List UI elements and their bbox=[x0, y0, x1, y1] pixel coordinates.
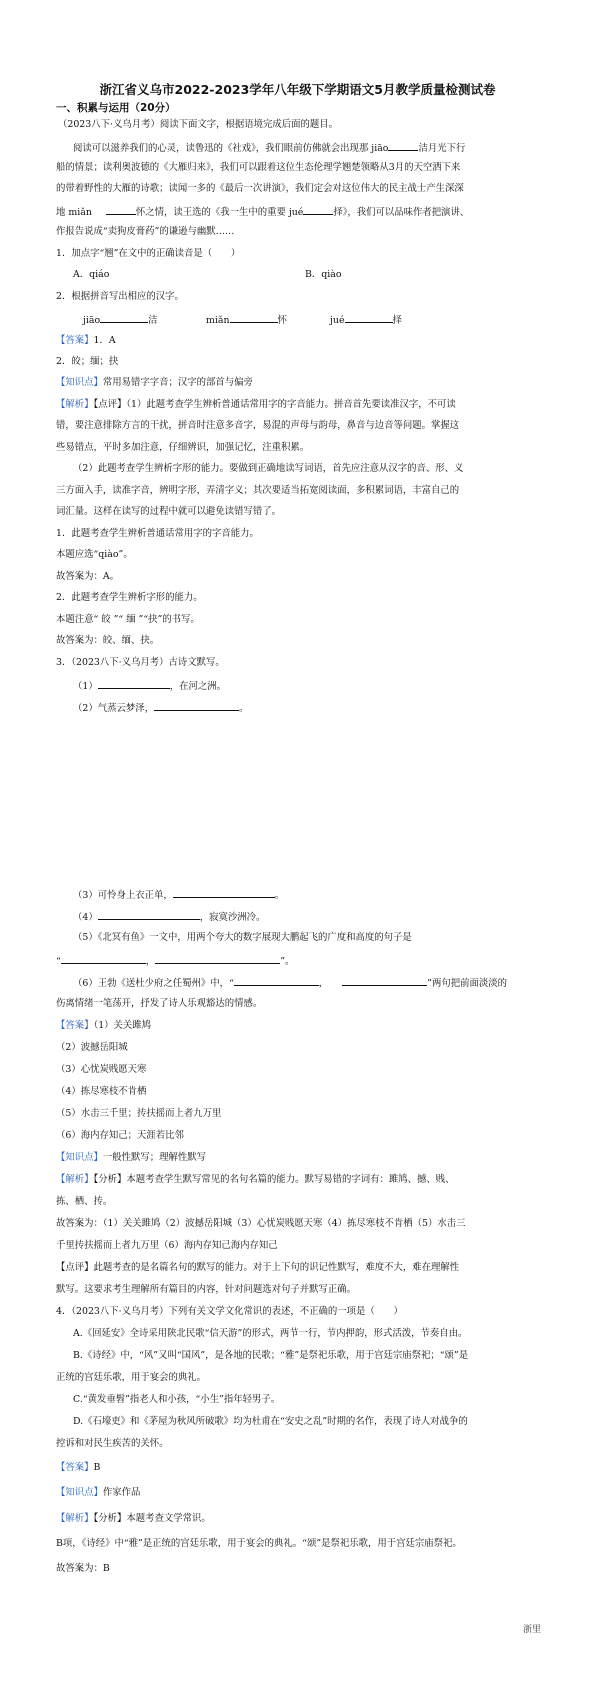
blank bbox=[345, 313, 393, 323]
question-stem: 2．根据拼音写出相应的汉字。 bbox=[56, 291, 184, 302]
analysis-line: 些易错点，平时多加注意，仔细辨识，加强记忆，注重积累。 bbox=[56, 442, 310, 453]
answer-line: 2．皎；缅；抉 bbox=[56, 356, 119, 367]
poem-item: （3）可怜身上衣正单， 。 bbox=[73, 890, 285, 901]
analysis-line: 词汇量。这样在读写的过程中就可以避免读错写错了。 bbox=[56, 506, 282, 517]
option-a: A.《回延安》全诗采用陕北民歌“信天游”的形式，两节一行，节内押韵，形式活泼，节奏自由。 bbox=[73, 1328, 468, 1339]
question-stem: 3．（2023八下·义乌月考）古诗文默写。 bbox=[56, 657, 225, 668]
answer-line: 【答案】B bbox=[56, 1462, 101, 1473]
analysis-line: 错，要注意排除方言的干扰，拼音时注意多音字，易混的声母与韵母，鼻音与边音等问题。掌握这 bbox=[56, 420, 460, 431]
option-d: D.《石壕吏》和《茅屋为秋风所破歌》均为杜甫在“安史之乱”时期的名作，表现了诗人对战争的 bbox=[73, 1416, 468, 1427]
question-stem: 4．（2023八下·义乌月考）下列有关文学文化常识的表述，不正确的一项是（ ） bbox=[56, 1306, 403, 1317]
option-d: 控诉和对民生疾苦的关怀。 bbox=[56, 1438, 169, 1449]
analysis-line: 【点评】此题考查的是名篇名句的默写的能力。对于上下句的识记性默写，难度不大，难在理解性 bbox=[56, 1262, 460, 1273]
analysis-line: 故答案为：A。 bbox=[56, 571, 120, 582]
document-title: 浙江省义乌市2022-2023学年八年级下学期语文5月教学质量检测试卷 bbox=[99, 82, 496, 97]
analysis-line: 千里抟扶摇而上者九万里（6）海内存知己海内存知己 bbox=[56, 1240, 278, 1251]
pinyin-item: jiāo 洁 bbox=[83, 315, 158, 326]
option-c: C.“黄发垂髫”指老人和小孩，“小生”指年轻男子。 bbox=[73, 1394, 281, 1405]
answer-line: （3）心忧炭贱愿天寒 bbox=[56, 1064, 147, 1075]
analysis-line: 故答案为：（1）关关雎鸠（2）波撼岳阳城（3）心忧炭贱愿天寒（4）拣尽寒枝不肯栖（5）水击三 bbox=[56, 1218, 466, 1229]
answer-line: （5）水击三千里；抟扶摇而上者九万里 bbox=[56, 1108, 222, 1119]
passage-line: 作报告说成“卖狗皮膏药”的谦逊与幽默…… bbox=[56, 226, 235, 237]
poem-item: （2）气蒸云梦泽， 。 bbox=[73, 703, 249, 714]
option-b: B．qiào bbox=[305, 269, 342, 280]
analysis-line: 本题应选“qiào”。 bbox=[56, 549, 133, 560]
passage-line: 船的情景；读利奥波德的《大雁归来》，我们可以跟着这位生态伦理学翘楚领略从3月的天空洒下来 bbox=[56, 162, 461, 173]
blank bbox=[98, 679, 170, 689]
section-heading: 一、积累与运用（20分） bbox=[56, 102, 176, 114]
question-stem: 1．加点字“翘”在文中的正确读音是（ ） bbox=[56, 248, 241, 259]
passage-line: 地 miǎn 怀之情，读王选的《我一生中的重要 jué 择》，我们可以品味作者把演讲、 bbox=[56, 207, 470, 218]
analysis-line: 本题注意“ 皎 ”“ 缅 ”“抉”的书写。 bbox=[56, 614, 200, 625]
knowledge-point: 【知识点】一般性默写；理解性默写 bbox=[56, 1152, 207, 1163]
blank bbox=[61, 954, 146, 964]
passage-line: 阅读可以滋养我们的心灵，读鲁迅的《社戏》，我们眼前仿佛就会出现那 jiāo 洁月光下行 bbox=[73, 143, 466, 154]
blank bbox=[155, 954, 280, 964]
poem-item: （6）王勃《送杜少府之任蜀州》中，“ ， ”两句把前面淡淡的 bbox=[73, 978, 507, 989]
passage-intro: （2023八下·义乌月考）阅读下面文字，根据语境完成后面的题目。 bbox=[58, 119, 338, 130]
knowledge-point: 【知识点】作家作品 bbox=[56, 1487, 141, 1498]
analysis-line: 【解析】【分析】本题考查学生默写常见的名句名篇的能力。默写易错的字词有：雎鸠、撼、贱、 bbox=[56, 1174, 455, 1185]
blank bbox=[234, 976, 319, 986]
blank bbox=[154, 701, 239, 711]
analysis-line: 默写。这要求考生理解所有篇目的内容，针对问题选对句子并默写正确。 bbox=[56, 1284, 357, 1295]
blank bbox=[388, 141, 418, 151]
poem-item: （4） ，寂寞沙洲冷。 bbox=[73, 912, 266, 923]
analysis-line: 2．此题考查学生辨析字形的能力。 bbox=[56, 592, 203, 603]
analysis-line: 1．此题考查学生辨析普通话常用字的字音能力。 bbox=[56, 528, 259, 539]
blank bbox=[303, 205, 333, 215]
answer-line: 【答案】（1）关关雎鸠 bbox=[56, 1020, 152, 1031]
page-footer: 浙里 bbox=[522, 1625, 541, 1635]
blank bbox=[342, 976, 427, 986]
analysis-line: 拣、栖、抟。 bbox=[56, 1196, 113, 1207]
passage-line: 的带着野性的大雁的诗歌；读闻一多的《最后一次讲演》，我们定会对这位伟大的民主战士产生深深 bbox=[56, 183, 464, 194]
answer-line: （4）拣尽寒枝不肯栖 bbox=[56, 1086, 147, 1097]
analysis-line: 【解析】【点评】（1）此题考查学生辨析普通话常用字的字音能力。拼音首先要读准汉字，不可读 bbox=[56, 399, 456, 410]
analysis-line: 三方面入手，读准字音，辨明字形，弄清字义；其次要适当拓宽阅读面，多积累词语，丰富自己的 bbox=[56, 485, 460, 496]
answer-line: 【答案】1．A bbox=[56, 335, 116, 346]
answer-line: （2）波撼岳阳城 bbox=[56, 1042, 128, 1053]
blank bbox=[106, 205, 136, 215]
blank bbox=[100, 313, 148, 323]
poem-item: “ ， ”。 bbox=[56, 956, 295, 967]
pinyin-item: miǎn 怀 bbox=[206, 315, 287, 326]
analysis-line: （2）此题考查学生辨析字形的能力。要做到正确地读写词语，首先应注意从汉字的音、形、义 bbox=[73, 463, 464, 474]
analysis-line: 故答案为：B bbox=[56, 1563, 110, 1574]
blank bbox=[230, 313, 278, 323]
blank bbox=[98, 910, 200, 920]
option-a: A．qiáo bbox=[73, 269, 110, 280]
analysis-line: 【解析】【分析】本题考查文学常识。 bbox=[56, 1513, 211, 1524]
poem-item: （5）《北冥有鱼》一文中，用两个夸大的数字展现大鹏起飞的广度和高度的句子是 bbox=[73, 932, 412, 943]
analysis-line: 故答案为：皎、缅、抉。 bbox=[56, 635, 160, 646]
option-b: 正统的宫廷乐歌，用于宴会的典礼。 bbox=[56, 1372, 207, 1383]
option-b: B.《诗经》中，“风”又叫“国风”，是各地的民歌；“雅”是祭祀乐歌，用于宫廷宗庙祭祀；“颂”是 bbox=[73, 1350, 469, 1361]
knowledge-point: 【知识点】常用易错字字音；汉字的部首与偏旁 bbox=[56, 377, 253, 388]
poem-item: 伤离情绪一笔荡开，抒发了诗人乐观豁达的情感。 bbox=[56, 998, 263, 1009]
pinyin-item: jué 择 bbox=[330, 315, 402, 326]
analysis-line: B项，《诗经》中“雅”是正统的宫廷乐歌，用于宴会的典礼。“颂”是祭祀乐歌，用于宫廷宗庙祭祀。 bbox=[56, 1538, 462, 1549]
answer-line: （6）海内存知己；天涯若比邻 bbox=[56, 1130, 184, 1141]
poem-item: （1） ，在河之洲。 bbox=[73, 681, 226, 692]
blank bbox=[173, 888, 275, 898]
